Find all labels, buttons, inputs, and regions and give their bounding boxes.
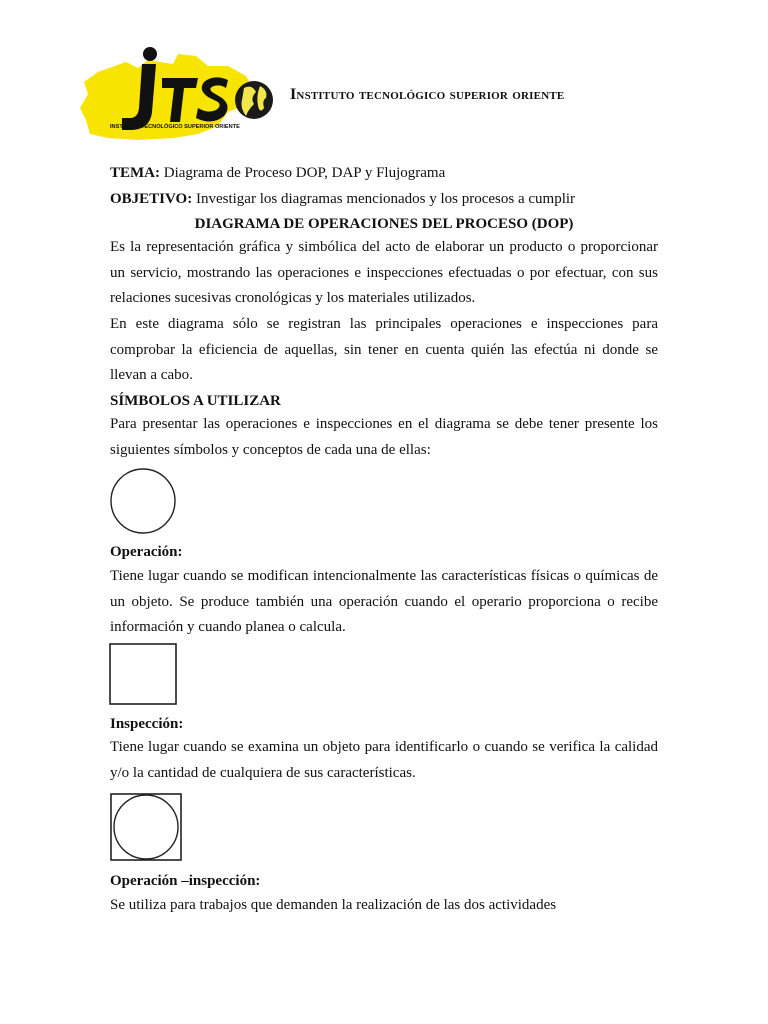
jts-logo [78,42,283,150]
symbol-text-inspeccion: Tiene lugar cuando se examina un objeto para identificarlo o cuando se verifica la calidad y/o la cantidad de cualquiera de sus características. [110,739,658,781]
paragraph-registro: En este diagrama sólo se registran las principales operaciones e inspecciones para comprobar la eficiencia de aquellas, sin tener en cuenta quién las efectúa ni donde se llevan a cabo. [110,316,658,383]
institute-title: Instituto tecnológico superior oriente [290,86,565,103]
square-symbol-icon [108,642,180,706]
tema-text: Diagrama de Proceso DOP, DAP y Flujograma [163,165,446,181]
tema-label: TEMA: [110,165,160,181]
paragraph-definition: Es la representación gráfica y simbólica del acto de elaborar un producto o proporcionar un servicio, mostrando las operaciones e inspecciones efectuadas o por efectuar, con sus relaciones sucesivas cronológicas y los materiales utilizados. [110,239,658,306]
logo-subtitle: INSTITUTO TECNOLÓGICO SUPERIOR ORIENTE [110,124,240,130]
symbol-text-operacion-inspeccion: Se utiliza para trabajos que demanden la realización de las dos actividades [110,897,557,913]
tema-line [110,164,658,182]
circle-symbol-icon [108,467,180,535]
objetivo-line [110,190,658,208]
symbols-title: SÍMBOLOS A UTILIZAR [110,393,281,409]
symbols-intro: Para presentar las operaciones e inspecciones en el diagrama se debe tener presente los siguientes símbolos y conceptos de cada una de ellas: [110,416,658,458]
symbol-title-operacion-inspeccion: Operación –inspección: [110,873,261,889]
circle-in-square-symbol-icon [108,792,184,864]
objetivo-text: Investigar los diagramas mencionados y los procesos a cumplir [195,191,576,207]
symbol-title-operacion: Operación: [110,544,183,560]
symbol-text-operacion: Tiene lugar cuando se modifican intencionalmente las características físicas o químicas de un objeto. Se produce también una operación cuando el operario proporciona o recibe información y cuando planea o calcula. [110,568,658,635]
objetivo-label: OBJETIVO: [110,191,193,207]
section-title: DIAGRAMA DE OPERACIONES DEL PROCESO (DOP) [194,216,574,232]
symbol-title-inspeccion: Inspección: [110,716,184,732]
